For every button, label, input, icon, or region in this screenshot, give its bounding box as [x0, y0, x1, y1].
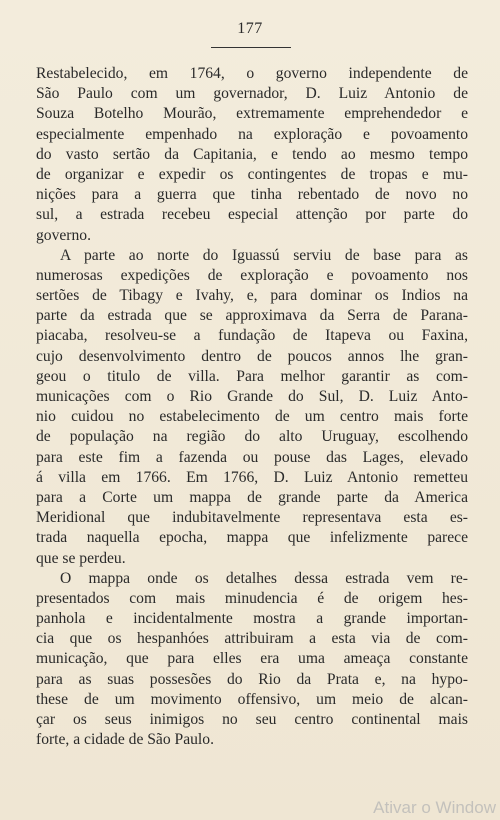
text-line: São Paulo com um governador, D. Luiz Antonio de — [36, 85, 468, 103]
text-line: do vasto sertão da Capitania, e tendo ao mesmo tempo — [36, 145, 468, 163]
text-line: municação, que para elles era uma ameaça constante — [36, 650, 468, 668]
text-line: nio cuidou no estabelecimento de um centro mais forte — [36, 408, 468, 426]
paragraph-3 — [36, 569, 468, 751]
paragraph-1 — [36, 64, 468, 246]
text-line: numerosas expedições de exploração e povoamento nos — [36, 266, 468, 284]
text-line: piacaba, resolveu-se a fundação de Itapeva ou Faxina, — [36, 327, 468, 345]
text-line: de organizar e expedir os contingentes de tropas e mu- — [36, 165, 468, 183]
text-line: O mappa onde os detalhes dessa estrada vem re- — [60, 569, 468, 587]
page-number: 177 — [237, 20, 263, 37]
text-line: para as suas possesões do Rio da Prata e, na hypo- — [36, 670, 468, 688]
text-line: Souza Botelho Mourão, extremamente emprehendedor e — [36, 105, 468, 123]
text-line: cujo desenvolvimento dentro de poucos annos lhe gran- — [36, 347, 468, 365]
text-line: çar os seus inimigos no seu centro continental mais — [36, 711, 468, 728]
text-line: sertões de Tibagy e Ivahy, e, para dominar os Indios na — [36, 287, 468, 305]
text-line: Meridional que indubitavelmente representava esta es- — [36, 509, 468, 527]
text-line: these de um movimento offensivo, um meio de alcan- — [36, 690, 468, 708]
text-line: para este fim a fazenda ou pouse das Lages, elevado — [36, 448, 468, 466]
text-line: de população na região do alto Uruguay, escolhendo — [36, 428, 468, 446]
text-line: que se perdeu. — [36, 549, 126, 567]
text-line: governo. — [36, 226, 91, 244]
text-line: á villa em 1766. Em 1766, D. Luiz Antonio remetteu — [36, 468, 468, 486]
text-line: A parte ao norte do Iguassú serviu de base para as — [60, 246, 468, 264]
text-line: especialmente empenhado na exploração e povoamento — [36, 125, 468, 143]
text-line: Restabelecido, em 1764, o governo independente de — [36, 65, 468, 82]
header-rule — [211, 47, 291, 48]
text-line: nições para a guerra que tinha rebentado de novo no — [36, 186, 468, 204]
text-line: geou o titulo de villa. Para melhor garantir as com- — [36, 367, 468, 385]
text-line: forte, a cidade de São Paulo. — [36, 731, 214, 749]
paragraph-2 — [36, 246, 468, 569]
text-line: presentados com mais minudencia é de origem hes- — [36, 589, 468, 607]
activation-watermark: Ativar o Window — [373, 798, 496, 817]
text-line: cia que os hespanhóes attribuiram a esta via de com- — [36, 630, 468, 648]
text-line: municações com o Rio Grande do Sul, D. Luiz Anto- — [36, 388, 468, 405]
text-line: panhola e incidentalmente mostra a grande importan- — [36, 610, 468, 628]
text-line: parte da estrada que se approximava da Serra de Parana- — [36, 307, 468, 325]
text-line: sul, a estrada recebeu especial attenção por parte do — [36, 206, 468, 224]
text-line: para a Corte um mappa de grande parte da America — [36, 488, 468, 506]
body-text — [36, 64, 468, 750]
text-line: trada naquella epocha, mappa que infelizmente parece — [36, 529, 468, 547]
